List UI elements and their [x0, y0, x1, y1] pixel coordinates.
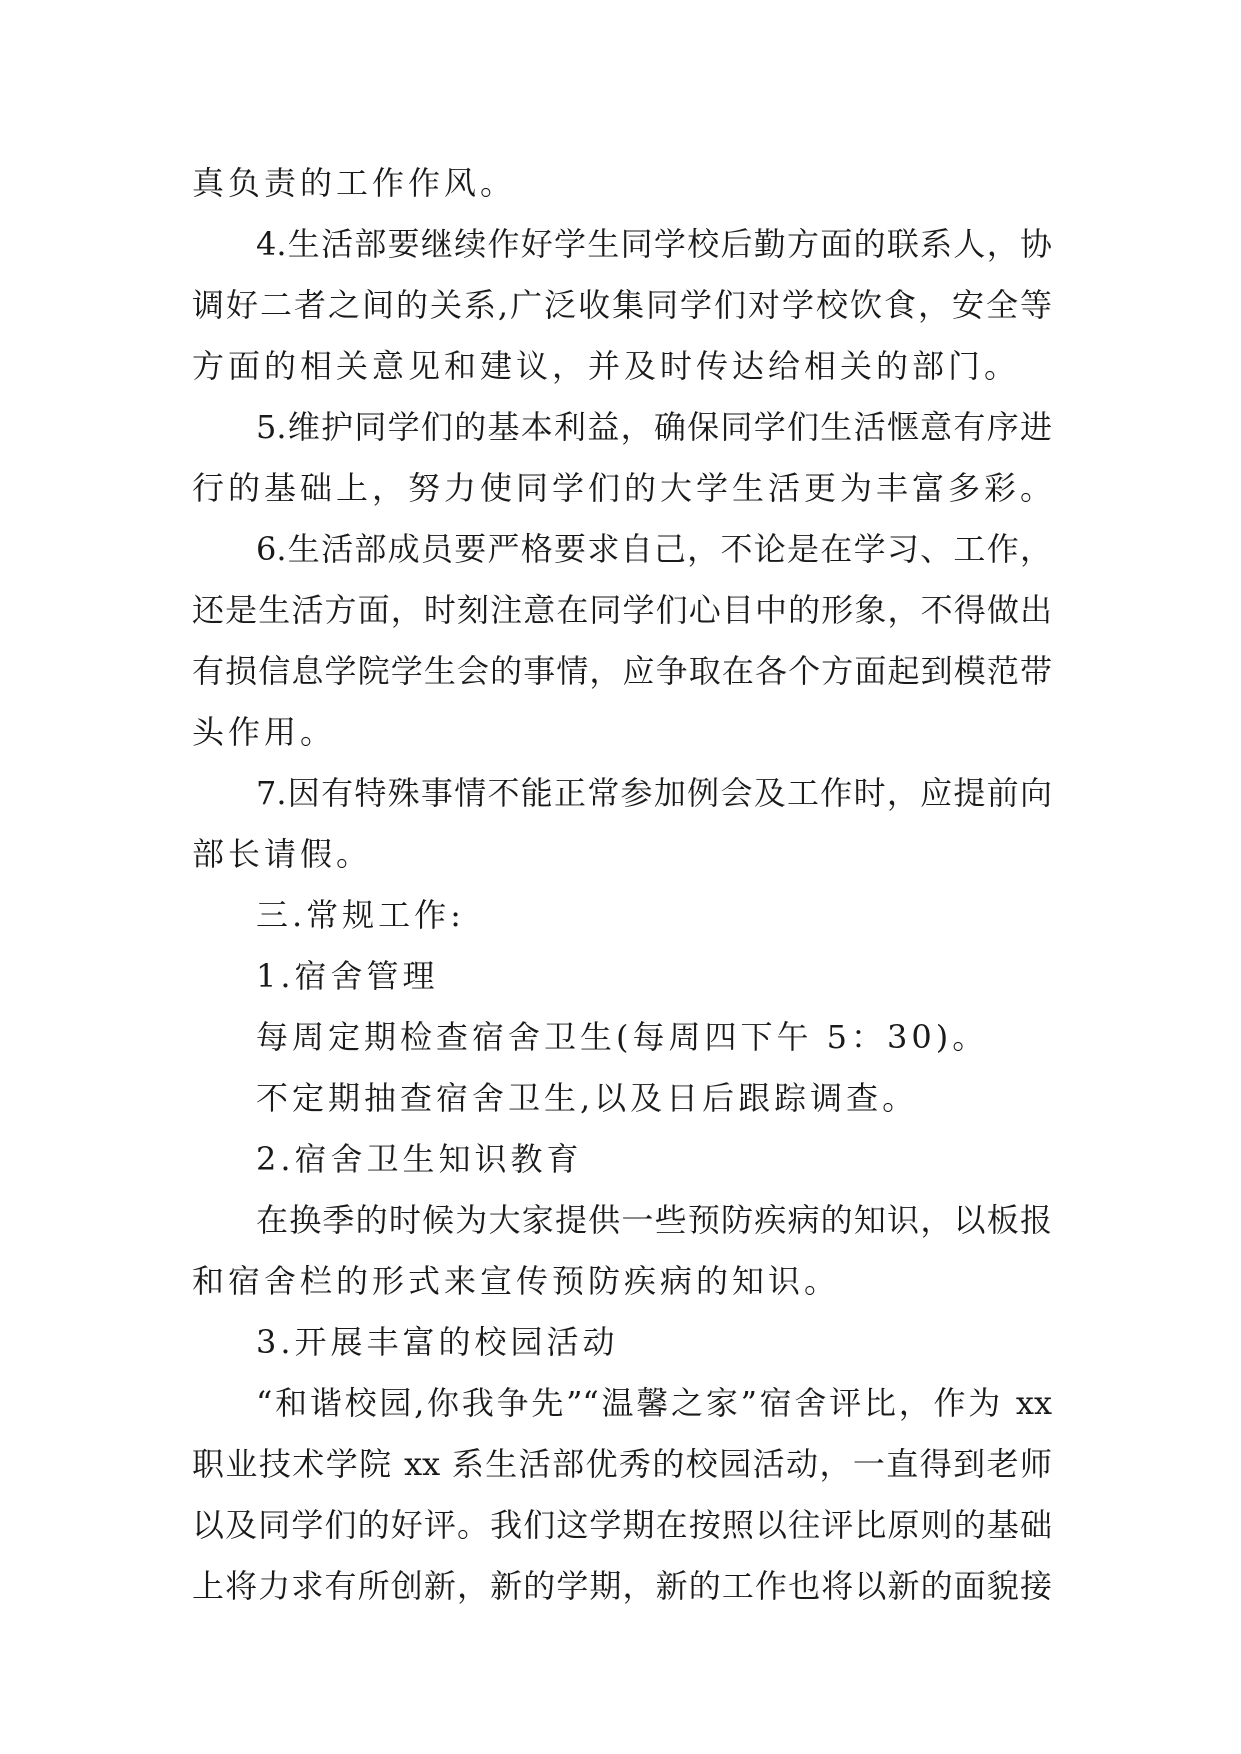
text-line: 头作用。	[192, 713, 337, 751]
section-heading: 三.常规工作:	[256, 896, 465, 934]
text-line: 部长请假。	[192, 835, 373, 873]
subsection-heading: 2.宿舍卫生知识教育	[256, 1140, 583, 1178]
text-line: 在换季的时候为大家提供一些预防疾病的知识，以板报	[256, 1201, 1052, 1239]
text-line: 有损信息学院学生会的事情，应争取在各个方面起到模范带	[192, 652, 1052, 690]
text-line: 上将力求有所创新，新的学期，新的工作也将以新的面貌接	[192, 1567, 1052, 1605]
text-line: “和谐校园,你我争先”“温馨之家”宿舍评比，作为 xx	[256, 1384, 1052, 1422]
text-line: 7.因有特殊事情不能正常参加例会及工作时，应提前向	[256, 774, 1052, 812]
subsection-heading: 1.宿舍管理	[256, 957, 439, 995]
text-line: 和宿舍栏的形式来宣传预防疾病的知识。	[192, 1262, 841, 1300]
text-line: 职业技术学院 xx 系生活部优秀的校园活动，一直得到老师	[192, 1445, 1052, 1483]
text-line: 方面的相关意见和建议，并及时传达给相关的部门。	[192, 347, 1021, 385]
text-line: 以及同学们的好评。我们这学期在按照以往评比原则的基础	[192, 1506, 1052, 1544]
text-line: 真负责的工作作风。	[192, 164, 517, 202]
text-line: 调好二者之间的关系,广泛收集同学们对学校饮食，安全等	[192, 286, 1052, 324]
text-line: 5.维护同学们的基本利益，确保同学们生活惬意有序进	[256, 408, 1052, 446]
text-line: 4.生活部要继续作好学生同学校后勤方面的联系人，协	[256, 225, 1052, 263]
text-line: 6.生活部成员要严格要求自己，不论是在学习、工作，	[256, 530, 1052, 568]
text-line: 每周定期检查宿舍卫生(每周四下午 5：30)。	[256, 1018, 989, 1056]
text-line: 还是生活方面，时刻注意在同学们心目中的形象，不得做出	[192, 591, 1052, 629]
text-line: 行的基础上，努力使同学们的大学生活更为丰富多彩。	[192, 469, 1057, 507]
document-body	[192, 153, 1057, 1617]
text-line: 不定期抽查宿舍卫生,以及日后跟踪调查。	[256, 1079, 919, 1117]
subsection-heading: 3.开展丰富的校园活动	[256, 1323, 619, 1361]
